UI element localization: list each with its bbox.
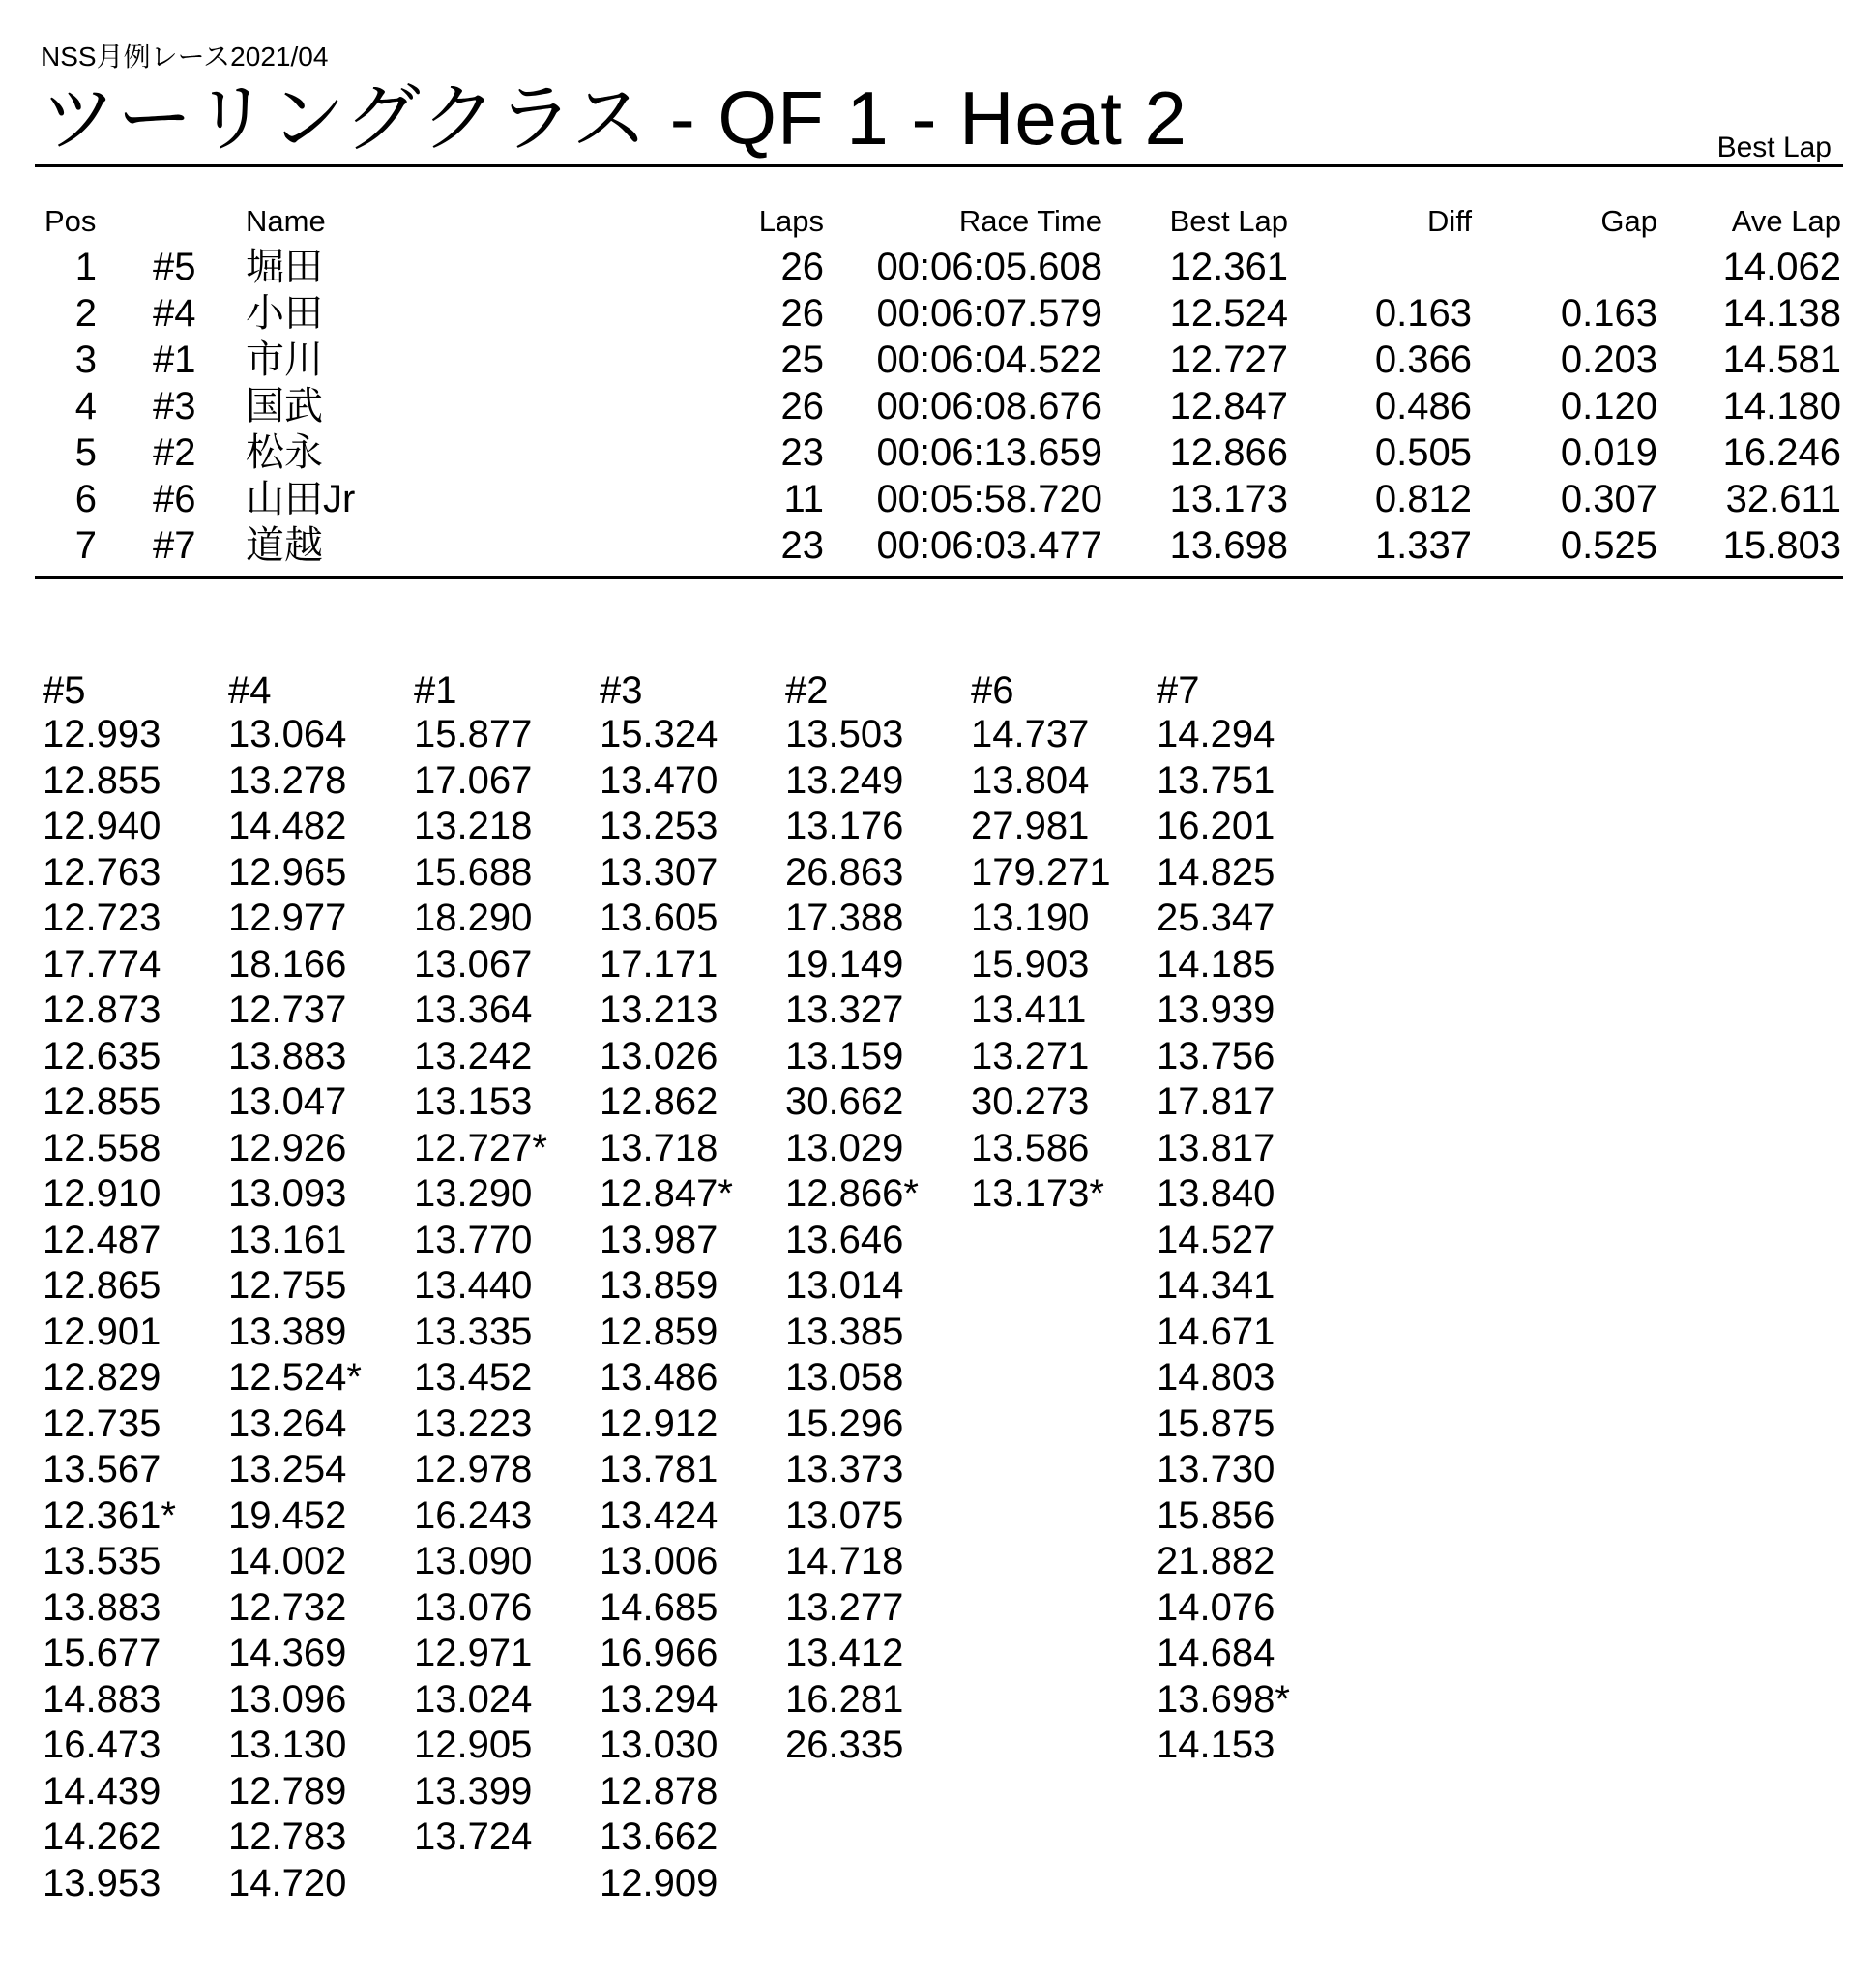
lap-time: 13.646	[785, 1218, 904, 1261]
lap-time: 21.882	[1157, 1540, 1275, 1582]
driver-name: 山田Jr	[246, 478, 356, 520]
lap-time: 13.254	[228, 1448, 347, 1490]
result-row	[0, 383, 1876, 429]
car-number: #1	[153, 339, 196, 381]
best-lap-caption: Best Lap	[1716, 132, 1832, 163]
lap-time: 13.883	[43, 1585, 161, 1629]
lap-time: 13.953	[43, 1861, 161, 1904]
diff: 0.505	[1374, 431, 1472, 474]
lap-column-header: #7	[1157, 669, 1200, 712]
header-pos: Pos	[44, 204, 97, 238]
lap-column-header: #1	[414, 669, 457, 712]
lap-column-header: #5	[43, 669, 86, 712]
lap-time: 16.473	[43, 1724, 161, 1766]
best-lap: 12.524	[1169, 292, 1288, 335]
lap-column-header: #6	[971, 669, 1014, 712]
lap-count: 26	[780, 246, 824, 288]
header-laps: Laps	[758, 204, 824, 238]
lap-time: 13.161	[228, 1218, 347, 1261]
lap-time: 19.149	[785, 942, 904, 986]
lap-time: 12.735	[43, 1402, 161, 1445]
lap-column	[971, 669, 1135, 1218]
lap-time: 13.006	[600, 1540, 718, 1582]
lap-time: 12.829	[43, 1356, 161, 1399]
lap-time: 12.847*	[600, 1172, 733, 1215]
lap-time: 14.341	[1157, 1264, 1275, 1307]
diff: 0.486	[1374, 385, 1472, 428]
average-lap: 32.611	[1725, 478, 1841, 520]
lap-column-header: #4	[228, 669, 272, 712]
race-time: 00:06:03.477	[876, 524, 1102, 567]
average-lap: 14.581	[1722, 339, 1841, 381]
lap-time: 12.635	[43, 1034, 161, 1077]
lap-time: 12.727*	[414, 1126, 547, 1169]
results-table	[0, 199, 1876, 569]
lap-time: 26.335	[785, 1724, 904, 1766]
results-body	[0, 244, 1876, 569]
car-number: #5	[153, 246, 196, 288]
lap-time: 12.910	[43, 1172, 161, 1215]
lap-time: 14.737	[971, 713, 1090, 755]
driver-name: 堀田	[246, 246, 323, 288]
lap-time: 13.939	[1157, 988, 1275, 1031]
lap-time: 12.859	[600, 1310, 718, 1353]
lap-time: 14.439	[43, 1769, 161, 1813]
lap-time: 17.067	[414, 758, 533, 802]
lap-time: 13.047	[228, 1080, 347, 1123]
driver-name: 道越	[246, 524, 323, 567]
result-pos: 5	[74, 431, 97, 474]
diff: 0.163	[1374, 292, 1472, 335]
driver-name: 小田	[246, 292, 323, 335]
lap-time: 13.364	[414, 988, 533, 1031]
lap-time: 13.698*	[1157, 1677, 1290, 1721]
lap-time: 15.856	[1157, 1493, 1275, 1537]
result-row	[0, 476, 1876, 522]
lap-time: 13.567	[43, 1448, 161, 1490]
lap-time: 14.185	[1157, 942, 1275, 986]
lap-time: 13.030	[600, 1724, 718, 1766]
average-lap: 14.138	[1722, 292, 1841, 335]
lap-time: 12.905	[414, 1724, 533, 1766]
lap-count: 11	[783, 478, 824, 520]
bottom-rule	[35, 576, 1843, 579]
result-pos: 6	[74, 478, 97, 520]
average-lap: 14.062	[1722, 246, 1841, 288]
lap-column	[785, 669, 950, 1769]
lap-time: 14.002	[228, 1540, 347, 1582]
lap-time: 15.324	[600, 713, 718, 755]
lap-time: 17.171	[600, 942, 718, 986]
lap-time: 13.014	[785, 1264, 904, 1307]
lap-time: 16.201	[1157, 805, 1275, 847]
lap-time: 13.840	[1157, 1172, 1275, 1215]
lap-time: 13.662	[600, 1815, 718, 1858]
lap-time: 12.755	[228, 1264, 347, 1307]
gap: 0.019	[1560, 431, 1657, 474]
gap: 0.525	[1560, 524, 1657, 567]
race-time: 00:06:08.676	[876, 385, 1102, 428]
lap-time: 13.173*	[971, 1172, 1104, 1215]
driver-name: 国武	[246, 385, 323, 428]
lap-count: 23	[780, 431, 824, 474]
car-number: #6	[153, 478, 196, 520]
best-lap: 12.847	[1169, 385, 1288, 428]
lap-time: 13.064	[228, 713, 347, 755]
lap-time: 13.024	[414, 1677, 533, 1721]
lap-time: 13.804	[971, 758, 1090, 802]
driver-name: 市川	[246, 339, 323, 381]
car-number: #3	[153, 385, 196, 428]
lap-time: 12.723	[43, 897, 161, 939]
lap-time: 12.909	[600, 1861, 718, 1904]
diff: 1.337	[1374, 524, 1472, 567]
lap-time: 13.781	[600, 1448, 718, 1490]
race-time: 00:06:05.608	[876, 246, 1102, 288]
lap-time: 13.335	[414, 1310, 533, 1353]
result-row	[0, 244, 1876, 290]
lap-time: 18.166	[228, 942, 347, 986]
driver-name: 松永	[246, 431, 323, 474]
lap-time: 13.290	[414, 1172, 533, 1215]
lap-time: 13.424	[600, 1493, 718, 1537]
result-pos: 2	[74, 292, 97, 335]
lap-time: 14.684	[1157, 1632, 1275, 1674]
lap-column	[600, 669, 764, 1906]
lap-time: 12.873	[43, 988, 161, 1031]
lap-time: 13.294	[600, 1677, 718, 1721]
lap-time: 13.307	[600, 850, 718, 894]
lap-time: 13.271	[971, 1034, 1090, 1077]
lap-time: 17.817	[1157, 1080, 1275, 1123]
header-ave-lap: Ave Lap	[1731, 204, 1841, 238]
lap-time: 13.883	[228, 1034, 347, 1077]
car-number: #7	[153, 524, 196, 567]
lap-count: 23	[780, 524, 824, 567]
lap-time: 12.878	[600, 1769, 718, 1813]
lap-time: 13.535	[43, 1540, 161, 1582]
lap-time: 13.859	[600, 1264, 718, 1307]
header-best-lap: Best Lap	[1169, 204, 1288, 238]
results-header-row	[0, 199, 1876, 244]
lap-time: 14.803	[1157, 1356, 1275, 1399]
average-lap: 16.246	[1722, 431, 1841, 474]
header-name: Name	[246, 204, 326, 238]
lap-time: 17.388	[785, 897, 904, 939]
lap-time: 179.271	[971, 850, 1111, 894]
lap-time: 13.159	[785, 1034, 904, 1077]
lap-time: 15.296	[785, 1402, 904, 1445]
lap-time: 13.223	[414, 1402, 533, 1445]
race-time: 00:05:58.720	[876, 478, 1102, 520]
lap-time: 12.977	[228, 897, 347, 939]
lap-time: 14.482	[228, 805, 347, 847]
lap-time: 13.277	[785, 1585, 904, 1629]
lap-time: 13.067	[414, 942, 533, 986]
lap-column	[414, 669, 578, 1861]
lap-time: 12.940	[43, 805, 161, 847]
gap: 0.203	[1560, 339, 1657, 381]
best-lap: 13.698	[1169, 524, 1288, 567]
lap-time: 13.076	[414, 1585, 533, 1629]
race-time: 00:06:13.659	[876, 431, 1102, 474]
header-race-time: Race Time	[958, 204, 1102, 238]
lap-time: 12.862	[600, 1080, 718, 1123]
gap: 0.120	[1560, 385, 1657, 428]
gap: 0.307	[1560, 478, 1657, 520]
lap-column	[1157, 669, 1321, 1769]
result-pos: 7	[74, 524, 97, 567]
best-lap: 12.361	[1169, 246, 1288, 288]
lap-time: 13.176	[785, 805, 904, 847]
race-time: 00:06:04.522	[876, 339, 1102, 381]
lap-time: 12.971	[414, 1632, 533, 1674]
lap-time: 12.763	[43, 850, 161, 894]
lap-time: 12.926	[228, 1126, 347, 1169]
lap-time: 12.978	[414, 1448, 533, 1490]
lap-time: 13.278	[228, 758, 347, 802]
header-gap: Gap	[1600, 204, 1657, 238]
lap-time: 14.076	[1157, 1585, 1275, 1629]
lap-count: 26	[780, 292, 824, 335]
lap-time: 13.987	[600, 1218, 718, 1261]
average-lap: 15.803	[1722, 524, 1841, 567]
lap-column	[43, 669, 207, 1906]
lap-time: 14.153	[1157, 1724, 1275, 1766]
lap-time: 14.883	[43, 1677, 161, 1721]
average-lap: 14.180	[1722, 385, 1841, 428]
lap-time: 13.327	[785, 988, 904, 1031]
lap-time: 27.981	[971, 805, 1090, 847]
lap-time: 13.253	[600, 805, 718, 847]
diff: 0.812	[1374, 478, 1472, 520]
lap-time: 13.385	[785, 1310, 904, 1353]
best-lap: 12.866	[1169, 431, 1288, 474]
result-pos: 1	[74, 246, 97, 288]
lap-time: 12.361*	[43, 1493, 176, 1537]
race-time: 00:06:07.579	[876, 292, 1102, 335]
diff: 0.366	[1374, 339, 1472, 381]
result-row	[0, 337, 1876, 383]
lap-count: 25	[780, 339, 824, 381]
lap-time: 30.273	[971, 1080, 1090, 1123]
lap-time: 13.190	[971, 897, 1090, 939]
lap-time: 12.737	[228, 988, 347, 1031]
lap-column-header: #3	[600, 669, 643, 712]
lap-time: 13.470	[600, 758, 718, 802]
lap-time: 12.524*	[228, 1356, 362, 1399]
lap-time: 13.440	[414, 1264, 533, 1307]
lap-time: 13.586	[971, 1126, 1090, 1169]
car-number: #2	[153, 431, 196, 474]
lap-time: 13.756	[1157, 1034, 1275, 1077]
lap-time: 13.026	[600, 1034, 718, 1077]
lap-time: 14.671	[1157, 1310, 1275, 1353]
lap-time: 25.347	[1157, 897, 1275, 939]
lap-time: 13.411	[971, 988, 1087, 1031]
lap-time: 13.090	[414, 1540, 533, 1582]
lap-time: 13.075	[785, 1493, 904, 1537]
lap-time: 15.903	[971, 942, 1090, 986]
lap-count: 26	[780, 385, 824, 428]
lap-time: 13.452	[414, 1356, 533, 1399]
lap-time: 13.412	[785, 1632, 904, 1674]
lap-time: 13.218	[414, 805, 533, 847]
lap-time: 13.130	[228, 1724, 347, 1766]
lap-time: 13.399	[414, 1769, 533, 1813]
lap-time: 12.789	[228, 1769, 347, 1813]
lap-time: 18.290	[414, 897, 533, 939]
lap-time: 15.875	[1157, 1402, 1275, 1445]
result-pos: 3	[74, 339, 97, 381]
lap-time: 19.452	[228, 1493, 347, 1537]
lap-time: 12.558	[43, 1126, 161, 1169]
lap-time: 13.503	[785, 713, 904, 755]
lap-time: 15.677	[43, 1632, 161, 1674]
result-pos: 4	[74, 385, 97, 428]
lap-time: 14.720	[228, 1861, 347, 1904]
best-lap: 12.727	[1169, 339, 1288, 381]
lap-time: 14.369	[228, 1632, 347, 1674]
lap-time: 12.965	[228, 850, 347, 894]
lap-time: 13.605	[600, 897, 718, 939]
result-row	[0, 429, 1876, 476]
lap-time: 13.096	[228, 1677, 347, 1721]
lap-column-header: #2	[785, 669, 829, 712]
lap-time: 26.863	[785, 850, 904, 894]
lap-time: 17.774	[43, 942, 161, 986]
lap-time: 15.877	[414, 713, 533, 755]
lap-time: 13.242	[414, 1034, 533, 1077]
header-diff: Diff	[1427, 204, 1472, 238]
lap-time: 16.281	[785, 1677, 904, 1721]
lap-time: 13.770	[414, 1218, 533, 1261]
lap-column	[228, 669, 393, 1906]
lap-time: 13.486	[600, 1356, 718, 1399]
lap-time: 13.718	[600, 1126, 718, 1169]
lap-time: 13.751	[1157, 758, 1275, 802]
event-name: NSS月例レース2021/04	[41, 42, 329, 72]
lap-time: 15.688	[414, 850, 533, 894]
lap-time: 12.487	[43, 1218, 161, 1261]
lap-time: 13.264	[228, 1402, 347, 1445]
lap-time: 12.901	[43, 1310, 161, 1353]
car-number: #4	[153, 292, 196, 335]
lap-time: 13.213	[600, 988, 718, 1031]
lap-time: 13.373	[785, 1448, 904, 1490]
lap-time: 13.817	[1157, 1126, 1275, 1169]
lap-time: 14.262	[43, 1815, 161, 1858]
lap-time: 14.527	[1157, 1218, 1275, 1261]
lap-time: 13.058	[785, 1356, 904, 1399]
lap-time: 12.855	[43, 1080, 161, 1123]
lap-time: 16.966	[600, 1632, 718, 1674]
lap-time: 12.855	[43, 758, 161, 802]
lap-time: 13.389	[228, 1310, 347, 1353]
lap-time: 12.866*	[785, 1172, 919, 1215]
lap-time: 14.718	[785, 1540, 904, 1582]
result-row	[0, 522, 1876, 569]
lap-time: 13.029	[785, 1126, 904, 1169]
lap-time: 16.243	[414, 1493, 533, 1537]
lap-time: 12.993	[43, 713, 161, 755]
lap-time: 14.825	[1157, 850, 1275, 894]
best-lap: 13.173	[1169, 478, 1288, 520]
top-rule	[35, 164, 1843, 167]
lap-time: 30.662	[785, 1080, 904, 1123]
lap-time: 12.732	[228, 1585, 347, 1629]
lap-time: 13.730	[1157, 1448, 1275, 1490]
lap-time: 13.724	[414, 1815, 533, 1858]
lap-time: 12.783	[228, 1815, 347, 1858]
lap-time: 12.865	[43, 1264, 161, 1307]
lap-time: 13.093	[228, 1172, 347, 1215]
lap-time: 13.153	[414, 1080, 533, 1123]
lap-times-grid	[0, 669, 1876, 1927]
race-title: ツーリングクラス - QF 1 - Heat 2	[41, 75, 1187, 161]
result-row	[0, 290, 1876, 337]
gap: 0.163	[1560, 292, 1657, 335]
lap-time: 13.249	[785, 758, 904, 802]
lap-time: 12.912	[600, 1402, 718, 1445]
lap-time: 14.294	[1157, 713, 1275, 755]
lap-time: 14.685	[600, 1585, 718, 1629]
